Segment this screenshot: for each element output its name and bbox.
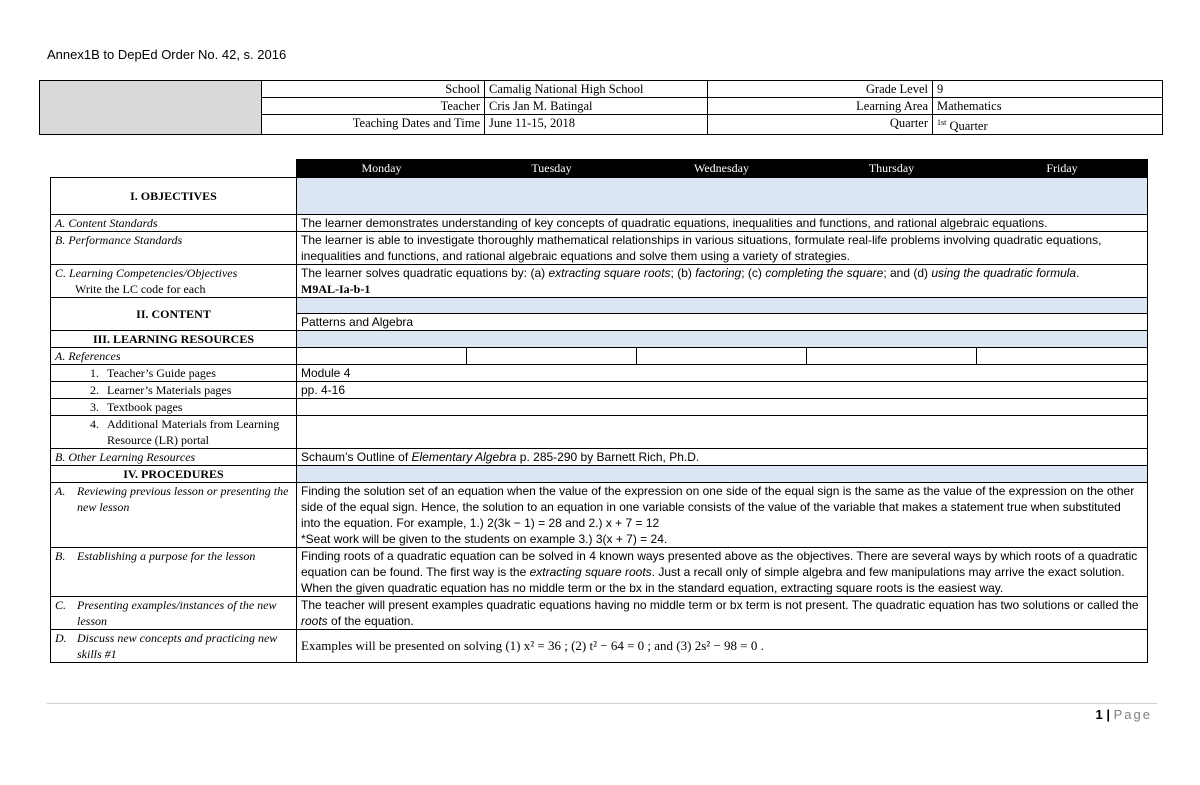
competencies-row	[51, 265, 1148, 298]
proc-c-text	[297, 597, 1148, 630]
textbook-label-cell	[51, 399, 297, 416]
page-sep: |	[1106, 707, 1110, 722]
tg-label-cell	[51, 365, 297, 382]
references-label: A. References	[51, 348, 297, 365]
tg-value: Module 4	[297, 365, 1148, 382]
logo-placeholder	[40, 81, 262, 135]
tg-label: Teacher’s Guide pages	[107, 366, 216, 380]
lc-part-3: ; (c)	[741, 266, 766, 280]
teacher-label: Teacher	[262, 98, 485, 115]
proc-b-part-1: Finding roots of a quadratic equation can be solved in 4 known ways presented above as the objectives. There are several ways by which roots of a quadratic equation can be found. The first way is the	[301, 549, 1138, 579]
tg-num: 1.	[90, 366, 99, 380]
quarter-value	[933, 115, 1163, 135]
other-part-1: Schaum’s Outline of	[301, 450, 412, 464]
competencies-text	[297, 265, 1148, 298]
proc-b-num: B.	[55, 549, 66, 563]
competencies-line	[301, 265, 1143, 281]
proc-c-label-cell	[51, 597, 297, 630]
proc-b-row	[51, 548, 1148, 597]
proc-a-label-cell	[51, 483, 297, 548]
content-standards-row	[51, 215, 1148, 232]
days-header-row	[51, 160, 1148, 178]
day-thursday: Thursday	[807, 160, 977, 178]
resources-fill	[297, 331, 1148, 348]
additional-label: Additional Materials from Learning Resource (LR) portal	[107, 417, 280, 447]
references-cell-3	[637, 348, 807, 365]
dates-value: June 11-15, 2018	[485, 115, 708, 135]
proc-c-part-2: of the equation.	[327, 614, 414, 628]
day-monday: Monday	[297, 160, 467, 178]
additional-label-cell	[51, 416, 297, 449]
competencies-sub: Write the LC code for each	[75, 282, 206, 296]
proc-a-label: Reviewing previous lesson or presenting the new lesson	[77, 484, 289, 514]
performance-standards-row	[51, 232, 1148, 265]
page-num: 1	[1095, 707, 1103, 722]
content-standards-label: A. Content Standards	[51, 215, 297, 232]
additional-value	[297, 416, 1148, 449]
competencies-label-text: C. Learning Competencies/Objectives	[55, 266, 238, 280]
tg-row	[51, 365, 1148, 382]
other-em: Elementary Algebra	[411, 450, 517, 464]
other-part-2: p. 285-290 by Barnett Rich, Ph.D.	[516, 450, 700, 464]
header-table	[39, 80, 1163, 135]
lc-em-c: completing the square	[765, 266, 884, 280]
teacher-value: Cris Jan M. Batingal	[485, 98, 708, 115]
proc-d-num: D.	[55, 631, 67, 645]
lc-part-1: The learner solves quadratic equations by: (a)	[301, 266, 549, 280]
page-word: Page	[1113, 707, 1152, 722]
resources-heading: III. LEARNING RESOURCES	[51, 331, 297, 348]
other-resources-label: B. Other Learning Resources	[51, 449, 297, 466]
area-value: Mathematics	[933, 98, 1163, 115]
objectives-heading: I. OBJECTIVES	[51, 178, 297, 215]
annex-reference: Annex1B to DepEd Order No. 42, s. 2016	[47, 47, 287, 62]
objectives-row	[51, 178, 1148, 215]
references-row	[51, 348, 1148, 365]
competencies-label-cell	[51, 265, 297, 298]
proc-d-label: Discuss new concepts and practicing new skills #1	[77, 631, 278, 661]
lm-label: Learner’s Materials pages	[107, 383, 232, 397]
additional-row	[51, 416, 1148, 449]
content-fill	[297, 298, 1148, 314]
proc-b-em: extracting square roots	[529, 565, 652, 579]
additional-num: 4.	[90, 417, 99, 431]
proc-b-part-2: . Just a recall only of simple algebra and few manipulations may arrive the exact solution. When the given quadratic equation has no middle term or the bx in the standard equation, extracting square roots is the easiest way.	[301, 565, 1125, 595]
quarter-label: Quarter	[708, 115, 933, 135]
content-standards-text: The learner demonstrates understanding of key concepts of quadratic equations, inequalities and functions, and rational algebraic equations.	[297, 215, 1148, 232]
references-cell-4	[807, 348, 977, 365]
proc-d-text: Examples will be presented on solving (1) x² = 36 ; (2) t² − 64 = 0 ; and (3) 2s² − 98 = 0 .	[297, 630, 1148, 663]
days-header-blank	[51, 160, 297, 178]
lm-label-cell	[51, 382, 297, 399]
lc-em-a: extracting square roots	[548, 266, 671, 280]
textbook-row	[51, 399, 1148, 416]
proc-c-row	[51, 597, 1148, 630]
content-text: Patterns and Algebra	[297, 314, 1148, 331]
lc-part-5: .	[1076, 266, 1080, 280]
day-wednesday: Wednesday	[637, 160, 807, 178]
other-resources-row	[51, 449, 1148, 466]
lc-code: M9AL-Ia-b-1	[301, 282, 371, 296]
quarter-sup: 1st	[937, 118, 947, 127]
textbook-num: 3.	[90, 400, 99, 414]
other-resources-text	[297, 449, 1148, 466]
procedures-fill	[297, 466, 1148, 483]
proc-b-label: Establishing a purpose for the lesson	[77, 549, 256, 563]
school-label: School	[262, 81, 485, 98]
proc-c-part-1: The teacher will present examples quadratic equations having no middle term or bx term is not present. The quadratic equation has two solutions or called the	[301, 598, 1139, 612]
lc-em-d: using the quadratic formula	[931, 266, 1077, 280]
lc-part-2: ; (b)	[670, 266, 696, 280]
references-cell-1	[297, 348, 467, 365]
lc-part-4: ; and (d)	[883, 266, 932, 280]
area-label: Learning Area	[708, 98, 933, 115]
proc-c-num: C.	[55, 598, 67, 612]
lm-row	[51, 382, 1148, 399]
dll-table	[50, 159, 1148, 663]
grade-value: 9	[933, 81, 1163, 98]
references-cell-5	[977, 348, 1148, 365]
content-heading: II. CONTENT	[51, 298, 297, 331]
proc-a-num: A.	[55, 484, 66, 498]
page-number	[1096, 707, 1153, 722]
proc-c-label: Presenting examples/instances of the new lesson	[77, 598, 277, 628]
dates-label: Teaching Dates and Time	[262, 115, 485, 135]
competencies-label	[55, 265, 292, 281]
proc-c-em: roots	[301, 614, 328, 628]
school-value: Camalig National High School	[485, 81, 708, 98]
resources-row	[51, 331, 1148, 348]
proc-a-row	[51, 483, 1148, 548]
proc-b-label-cell	[51, 548, 297, 597]
proc-d-label-cell	[51, 630, 297, 663]
objectives-fill	[297, 178, 1148, 215]
proc-a-text-cell	[297, 483, 1148, 548]
proc-d-row	[51, 630, 1148, 663]
performance-standards-text: The learner is able to investigate thoroughly mathematical relationships in various situations, formulate real-life problems involving quadratic equations, inequalities and functions, and rational algebraic equations and solve them using a variety of strategies.	[297, 232, 1148, 265]
day-friday: Friday	[977, 160, 1148, 178]
day-tuesday: Tuesday	[467, 160, 637, 178]
procedures-heading: IV. PROCEDURES	[51, 466, 297, 483]
procedures-row	[51, 466, 1148, 483]
lm-value: pp. 4-16	[297, 382, 1148, 399]
content-row-1	[51, 298, 1148, 314]
lm-num: 2.	[90, 383, 99, 397]
proc-b-text	[297, 548, 1148, 597]
grade-label: Grade Level	[708, 81, 933, 98]
footer-divider	[47, 703, 1157, 704]
performance-standards-label: B. Performance Standards	[51, 232, 297, 265]
textbook-label: Textbook pages	[107, 400, 183, 414]
quarter-text: Quarter	[949, 119, 988, 134]
proc-a-text2: *Seat work will be given to the students on example 3.) 3(x + 7) = 24.	[301, 532, 668, 546]
textbook-value	[297, 399, 1148, 416]
proc-a-text: Finding the solution set of an equation when the value of the expression on one side of the equal sign is the same as the value of the expression on the other side of the equal sign. Hence, the solution to an equation in one variable consists of the value of the variable that makes a statement true when substituted into the equation. For example, 1.) 2(3k − 1) = 28 and 2.) x + 7 = 12	[301, 484, 1135, 530]
references-cell-2	[467, 348, 637, 365]
lc-em-b: factoring	[695, 266, 742, 280]
